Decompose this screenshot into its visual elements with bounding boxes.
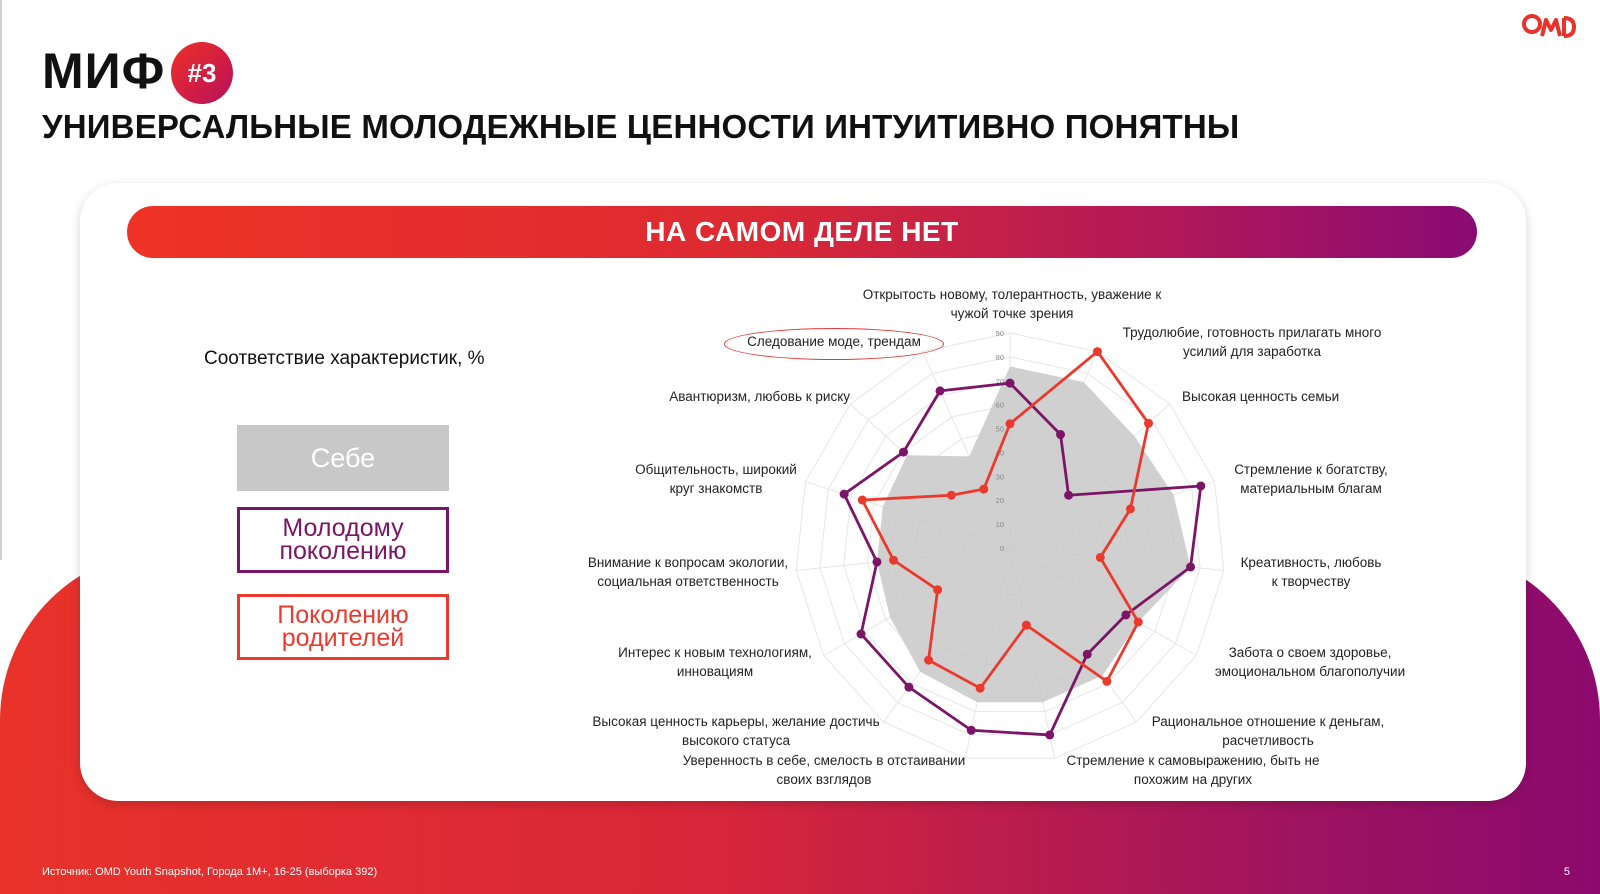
series-young-point <box>857 630 866 639</box>
tick-label: 60 <box>995 400 1004 410</box>
slide-subtitle: УНИВЕРСАЛЬНЫЕ МОЛОДЕЖНЫЕ ЦЕННОСТИ ИНТУИТИВНО ПОНЯТНЫ <box>42 108 1240 145</box>
series-parents-point <box>1144 419 1153 428</box>
series-parents-point <box>1022 621 1031 630</box>
series-young-point <box>936 386 945 395</box>
axis-label: Креативность, любовь к творчеству <box>1240 555 1382 589</box>
axis-label: Уверенность в себе, смелость в отстаивании своих взглядов <box>682 753 966 787</box>
axis-label: Внимание к вопросам экологии, социальная ответственность <box>587 555 789 589</box>
axis-label: Трудолюбие, готовность прилагать много усилий для заработка <box>1122 325 1382 359</box>
source-note: Источник: OMD Youth Snapshot, Города 1М+, 16-25 (выборка 392) <box>42 866 378 878</box>
tick-label: 20 <box>995 496 1004 506</box>
series-young-point <box>1083 650 1092 659</box>
series-young-point <box>1121 610 1130 619</box>
series-parents-point <box>1096 553 1105 562</box>
axis-label: Стремление к богатству, материальным благам <box>1234 462 1388 496</box>
axis-label: Стремление к самовыражению, быть не похожим на других <box>1066 753 1320 787</box>
series-parents-point <box>858 496 867 505</box>
tick-label: 50 <box>995 424 1004 434</box>
tick-label: 30 <box>995 472 1004 482</box>
series-parents-point <box>1093 347 1102 356</box>
axis-label: Интерес к новым технологиям, инновациям <box>618 645 812 679</box>
series-young-point <box>840 490 849 499</box>
axis-label: Высокая ценность карьеры, желание достичь высокого статуса <box>592 714 880 748</box>
axis-label: Высокая ценность семьи <box>1182 389 1340 404</box>
tick-label: 90 <box>995 329 1004 338</box>
series-parents-point <box>979 485 988 494</box>
series-parents-point <box>924 656 933 665</box>
legend-young-label: Молодому поколению <box>279 514 407 565</box>
series-parents-point <box>1006 419 1015 428</box>
verdict-banner: НА САМОМ ДЕЛЕ НЕТ <box>127 206 1477 258</box>
series-young-point <box>967 726 976 735</box>
series-parents-point <box>1102 677 1111 686</box>
axis-label: Открытость новому, толерантность, уважение к чужой точке зрения <box>862 287 1162 321</box>
tick-label: 10 <box>995 520 1004 530</box>
page-number: 5 <box>1563 866 1570 878</box>
tick-label: 40 <box>995 448 1004 458</box>
series-young-point <box>1186 562 1195 571</box>
legend-parents-label: Поколению родителей <box>277 601 409 652</box>
chart-title: Соответствие характеристик, % <box>204 348 485 369</box>
series-young-point <box>1196 481 1205 490</box>
tick-label: 80 <box>995 352 1004 362</box>
myth-title: МИФ <box>42 43 166 99</box>
series-young-point <box>1045 730 1054 739</box>
series-parents-point <box>947 491 956 500</box>
legend-self-label: Себе <box>310 442 376 473</box>
axis-label: Общительность, широкий круг знакомств <box>635 462 797 496</box>
series-young-point <box>1006 379 1015 388</box>
series-young-point <box>904 683 913 692</box>
series-young-point <box>1056 430 1065 439</box>
series-young-point <box>1064 491 1073 500</box>
axis-label: Авантюризм, любовь к риску <box>669 389 850 404</box>
series-parents-point <box>933 585 942 594</box>
series-parents-point <box>889 556 898 565</box>
series-parents-point <box>1134 618 1143 627</box>
tick-label: 0 <box>999 544 1004 553</box>
axis-label: Рациональное отношение к деньгам, расчетливость <box>1151 714 1385 748</box>
highlight-oval <box>724 328 944 360</box>
series-parents-point <box>1126 504 1135 513</box>
series-parents-point <box>976 684 985 693</box>
series-young-point <box>899 448 908 457</box>
series-young-point <box>872 557 881 566</box>
tick-label: 70 <box>995 376 1004 386</box>
myth-number-badge: #3 <box>171 42 233 104</box>
axis-label: Следование моде, трендам <box>747 334 921 349</box>
axis-label: Забота о своем здоровье, эмоциональном благополучии <box>1214 645 1406 679</box>
